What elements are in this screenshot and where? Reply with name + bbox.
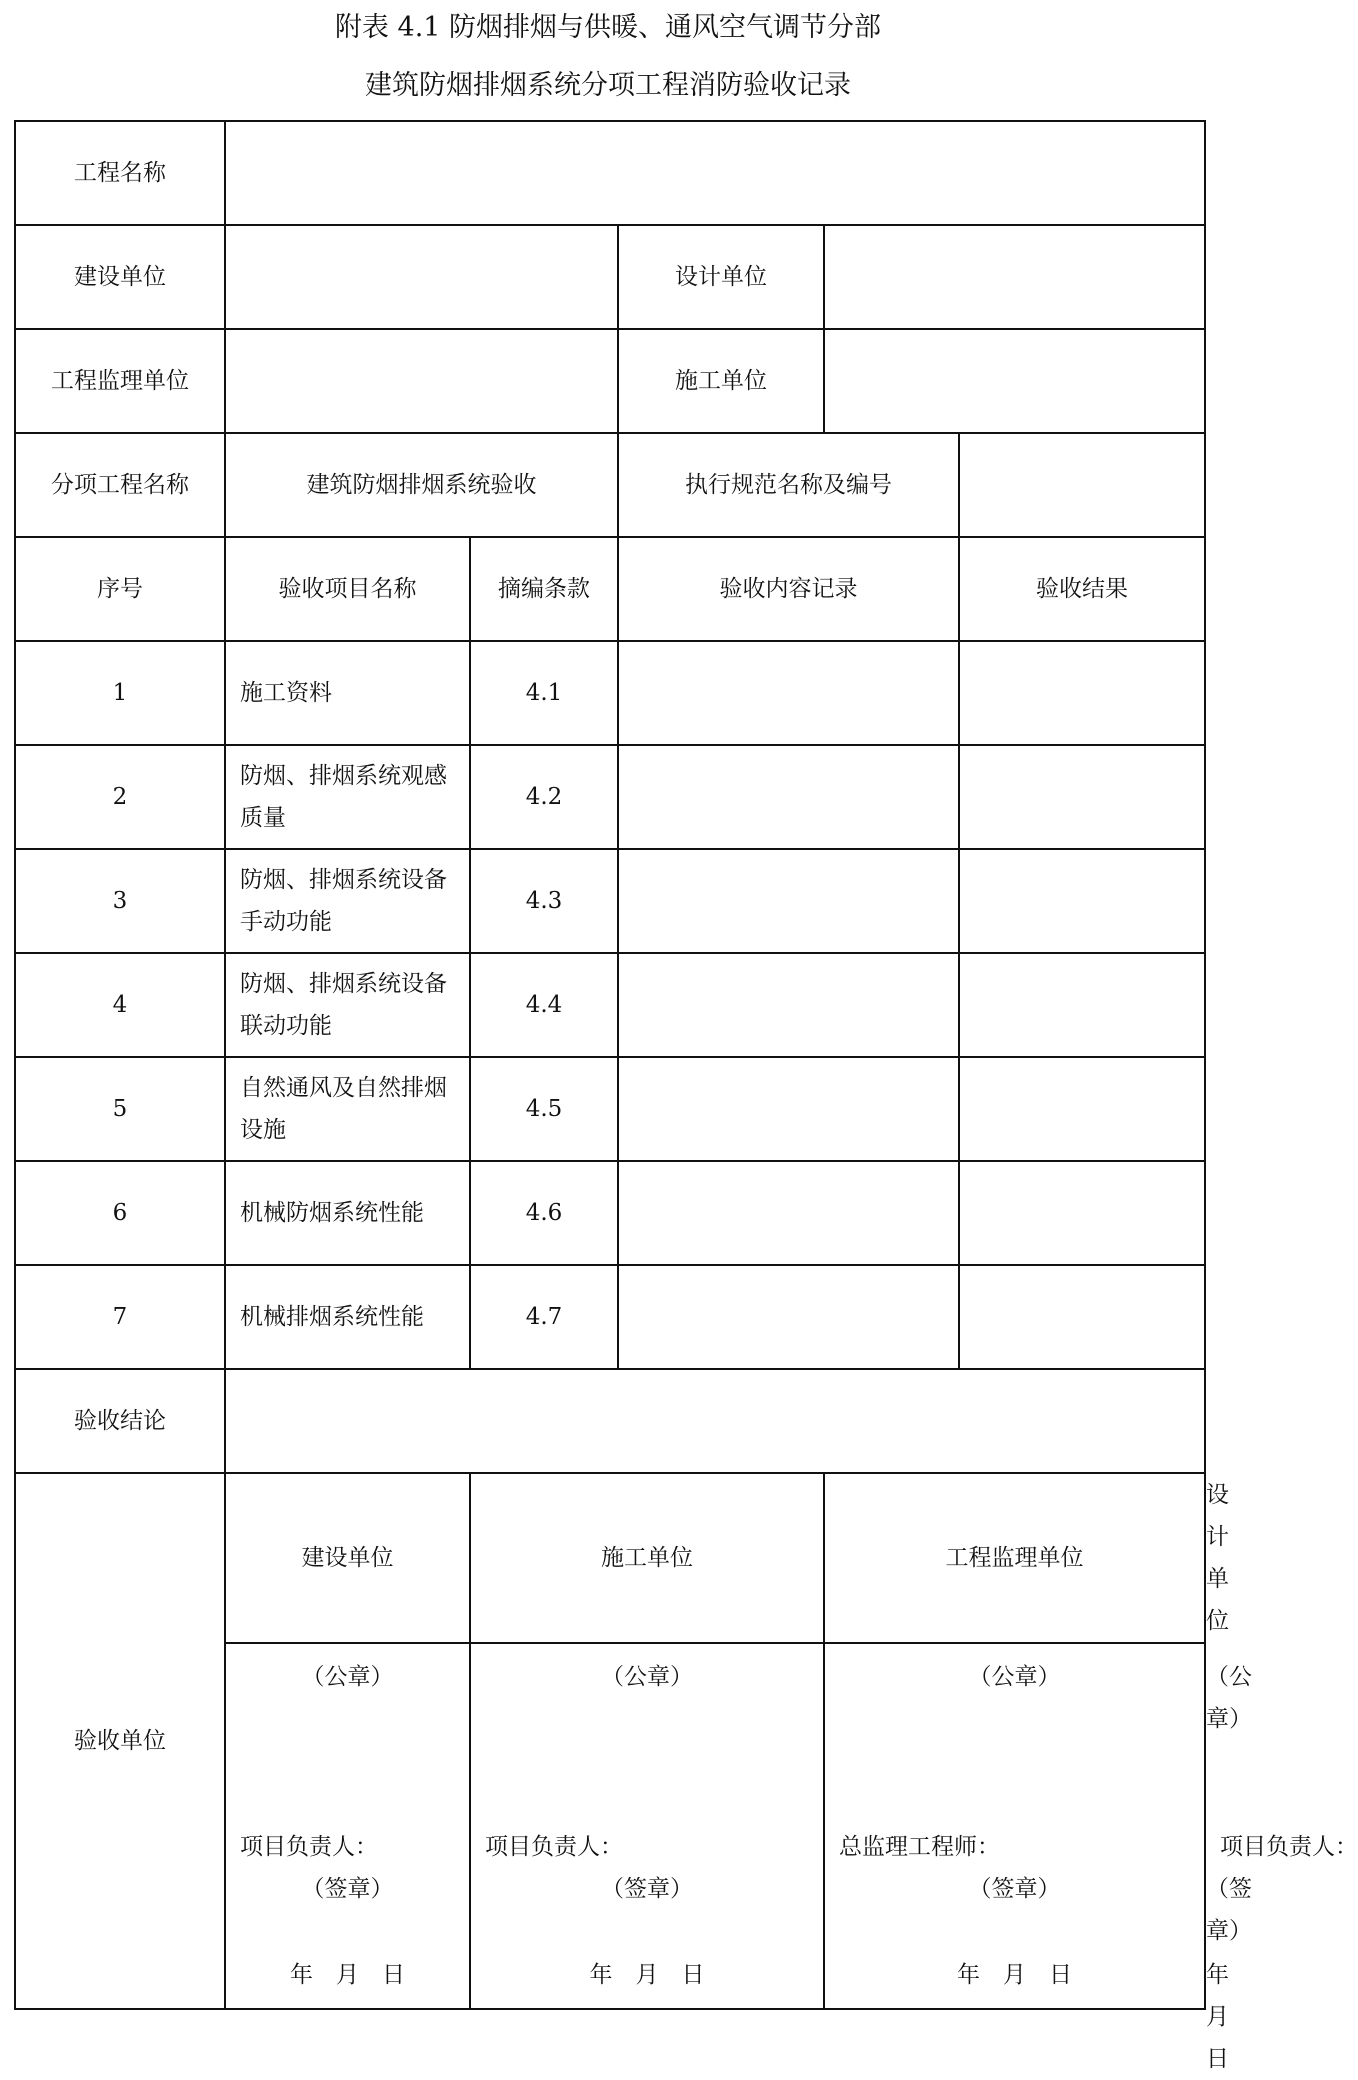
- acceptance-signature-row: （公章） 项目负责人： （签章） 年 月 日 （公章） 项目负责人： （签章） 年 月 日 （公章） 总监理工程师： （签章） 年 月 日 （公章） 项目负责人： （签章） 年 月 日: [15, 1643, 1205, 2009]
- official-seal-placeholder: （公章）: [301, 1664, 394, 1690]
- date-placeholder: 年 月 日: [957, 1962, 1073, 1988]
- row-clause: 4.7: [470, 1265, 618, 1369]
- row-item-name: 防烟、排烟系统设备手动功能: [225, 849, 470, 953]
- row-clause: 4.1: [470, 641, 618, 745]
- row-seq: 6: [15, 1161, 225, 1265]
- conclusion-field[interactable]: [225, 1369, 1205, 1473]
- acceptance-units-header-row: 验收单位 建设单位 施工单位 工程监理单位 设计单位: [15, 1473, 1205, 1643]
- standard-field[interactable]: [959, 433, 1205, 537]
- row-clause: 4.5: [470, 1057, 618, 1161]
- acceptance-unit-name: 施工单位: [470, 1473, 824, 1643]
- supervision-unit-field[interactable]: [225, 329, 618, 433]
- table-row: [15, 1265, 1205, 1369]
- column-header-clause: 摘编条款: [470, 537, 618, 641]
- date-placeholder: 年 月 日: [589, 1962, 705, 1988]
- row-result-field[interactable]: [959, 641, 1205, 745]
- table-row: [15, 953, 1205, 1057]
- form-title-line-2: 建筑防烟排烟系统分项工程消防验收记录: [365, 70, 851, 101]
- chief-engineer-label: 总监理工程师：: [839, 1834, 1000, 1860]
- row-result-field[interactable]: [959, 849, 1205, 953]
- column-header-seq: 序号: [15, 537, 225, 641]
- row-result-field[interactable]: [959, 745, 1205, 849]
- responsible-person-label: 项目负责人：: [485, 1834, 623, 1860]
- acceptance-unit-name: 工程监理单位: [824, 1473, 1205, 1643]
- construction-unit-label: 建设单位: [15, 225, 225, 329]
- conclusion-row: [15, 1369, 1205, 1473]
- date-placeholder: 年 月 日: [290, 1962, 405, 1988]
- design-unit-field[interactable]: [824, 225, 1205, 329]
- conclusion-label: 验收结论: [15, 1369, 225, 1473]
- builder-unit-field[interactable]: [824, 329, 1205, 433]
- signature-block-supervision[interactable]: [824, 1643, 1205, 2009]
- row-seq: 5: [15, 1057, 225, 1161]
- column-header-record: 验收内容记录: [618, 537, 959, 641]
- form-title-line-1: 附表 4.1 防烟排烟与供暖、通风空气调节分部: [334, 12, 882, 43]
- row-item-name: 机械防烟系统性能: [225, 1161, 470, 1265]
- standard-label: 执行规范名称及编号: [618, 433, 959, 537]
- construction-design-row: [15, 225, 1205, 329]
- row-item-name: 防烟、排烟系统设备联动功能: [225, 953, 470, 1057]
- row-item-name: 防烟、排烟系统观感质量: [225, 745, 470, 849]
- supervision-unit-label: 工程监理单位: [15, 329, 225, 433]
- acceptance-unit-label: 验收单位: [15, 1473, 225, 2009]
- subitem-value: 建筑防烟排烟系统验收: [225, 433, 618, 537]
- row-record-field[interactable]: [618, 953, 959, 1057]
- row-result-field[interactable]: [959, 1057, 1205, 1161]
- signature-placeholder: （签章）: [601, 1876, 693, 1902]
- row-clause: 4.3: [470, 849, 618, 953]
- official-seal-placeholder: （公章）: [601, 1664, 693, 1690]
- design-unit-label: 设计单位: [618, 225, 824, 329]
- row-record-field[interactable]: [618, 1161, 959, 1265]
- row-result-field[interactable]: [959, 1161, 1205, 1265]
- responsible-person-label: 项目负责人：: [1220, 1834, 1358, 1860]
- signature-block-construction[interactable]: [225, 1643, 470, 2009]
- signature-block-builder[interactable]: [470, 1643, 824, 2009]
- row-clause: 4.4: [470, 953, 618, 1057]
- official-seal-placeholder: （公章）: [968, 1664, 1061, 1690]
- row-seq: 4: [15, 953, 225, 1057]
- row-result-field[interactable]: [959, 953, 1205, 1057]
- row-record-field[interactable]: [618, 849, 959, 953]
- construction-unit-field[interactable]: [225, 225, 618, 329]
- acceptance-unit-name: 建设单位: [225, 1473, 470, 1643]
- table-row: [15, 745, 1205, 849]
- row-record-field[interactable]: [618, 1057, 959, 1161]
- row-result-field[interactable]: [959, 1265, 1205, 1369]
- signature-placeholder: （签章）: [968, 1876, 1061, 1902]
- row-clause: 4.2: [470, 745, 618, 849]
- row-item-name: 机械排烟系统性能: [225, 1265, 470, 1369]
- row-item-name: 施工资料: [225, 641, 470, 745]
- row-seq: 3: [15, 849, 225, 953]
- builder-unit-label: 施工单位: [618, 329, 824, 433]
- table-row: [15, 849, 1205, 953]
- subitem-label: 分项工程名称: [15, 433, 225, 537]
- row-record-field[interactable]: [618, 641, 959, 745]
- table-row: [15, 641, 1205, 745]
- project-name-row: [15, 121, 1205, 225]
- subitem-row: [15, 433, 1205, 537]
- column-header-row: [15, 537, 1205, 641]
- row-seq: 1: [15, 641, 225, 745]
- project-name-field[interactable]: [225, 121, 1205, 225]
- column-header-result: 验收结果: [959, 537, 1205, 641]
- project-name-label: 工程名称: [15, 121, 225, 225]
- row-seq: 7: [15, 1265, 225, 1369]
- table-row: [15, 1057, 1205, 1161]
- row-record-field[interactable]: [618, 1265, 959, 1369]
- signature-placeholder: （签章）: [301, 1876, 394, 1902]
- row-item-name: 自然通风及自然排烟设施: [225, 1057, 470, 1161]
- supervision-builder-row: [15, 329, 1205, 433]
- responsible-person-label: 项目负责人：: [240, 1834, 378, 1860]
- row-seq: 2: [15, 745, 225, 849]
- column-header-item: 验收项目名称: [225, 537, 470, 641]
- row-record-field[interactable]: [618, 745, 959, 849]
- acceptance-record-table: [14, 120, 1358, 2072]
- table-row: [15, 1161, 1205, 1265]
- row-clause: 4.6: [470, 1161, 618, 1265]
